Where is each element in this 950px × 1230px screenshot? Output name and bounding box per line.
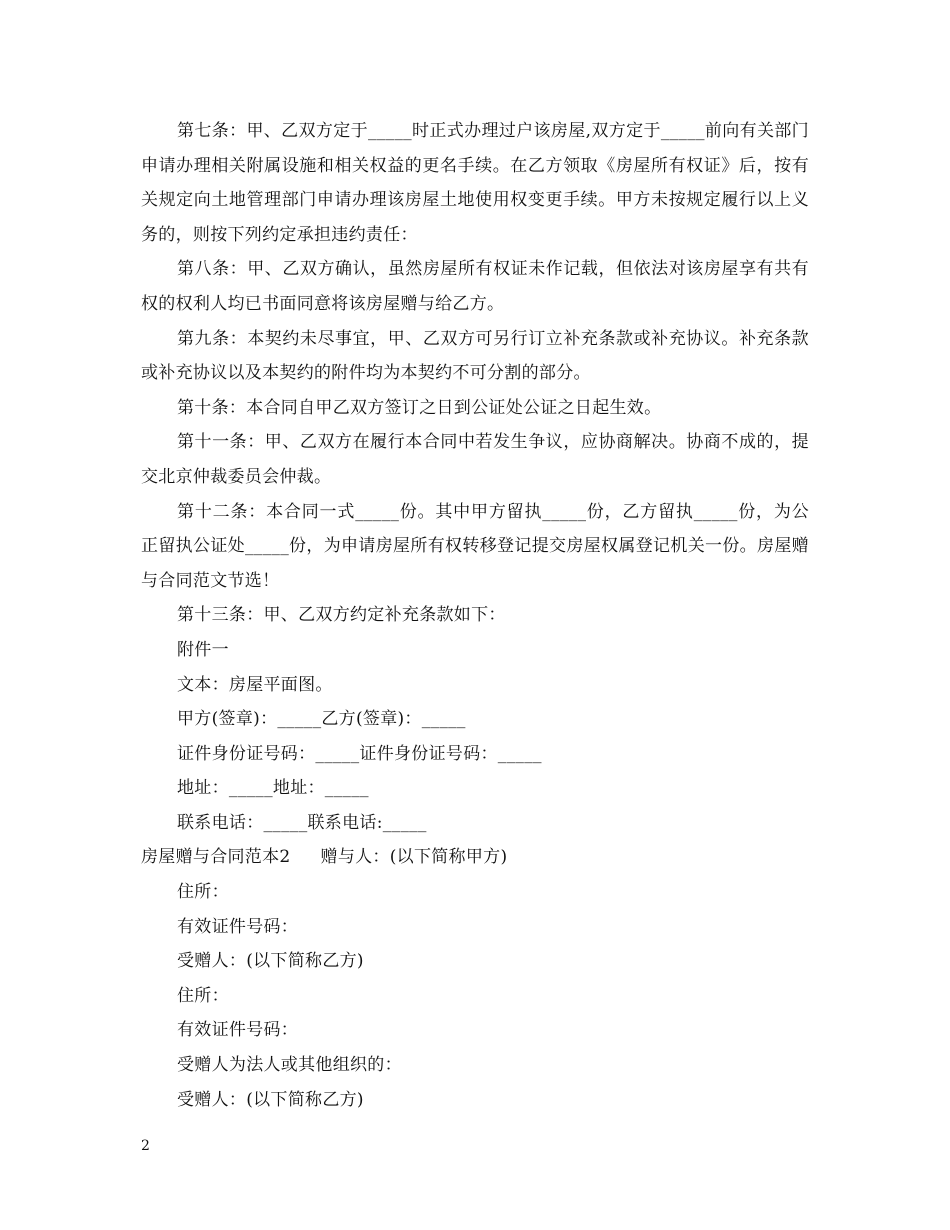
donee-org-name-line: 受赠人：(以下简称乙方) bbox=[177, 1089, 364, 1110]
page-number: 2 bbox=[141, 1138, 150, 1154]
signature-line: 甲方(签章)：_____乙方(签章)：_____ bbox=[177, 709, 466, 730]
donor-id-line: 有效证件号码： bbox=[177, 916, 299, 937]
donee-id-line: 有效证件号码： bbox=[177, 1020, 299, 1041]
article-10-paragraph: 第十条：本合同自甲乙双方签订之日到公证处公证之日起生效。 bbox=[177, 397, 662, 418]
id-number-line: 证件身份证号码：_____证件身份证号码：_____ bbox=[177, 743, 542, 764]
article-7-paragraph: 第七条：甲、乙双方定于_____时正式办理过户该房屋,双方定于_____前向有关部门申请办理相关附属设施和相关权益的更名手续。在乙方领取《房屋所有权证》后，按有关规定向土地管理部门申请办理该房屋土地使用权变更手续。甲方未按规定履行以上义务的，则按下列约定承担违约责任： bbox=[141, 121, 809, 245]
section-heading-line bbox=[141, 840, 809, 875]
article-11-paragraph: 第十一条：甲、乙双方在履行本合同中若发生争议，应协商解决。协商不成的，提交北京仲裁委员会仲裁。 bbox=[141, 432, 809, 487]
donee-residence-line: 住所： bbox=[177, 985, 229, 1006]
donor-label: 赠与人：(以下简称甲方) bbox=[320, 847, 508, 868]
donee-organization-line: 受赠人为法人或其他组织的： bbox=[177, 1055, 402, 1076]
address-line: 地址：_____地址：_____ bbox=[177, 778, 369, 799]
donor-residence-line: 住所： bbox=[177, 882, 229, 903]
article-13-line: 第十三条：甲、乙双方约定补充条款如下： bbox=[177, 605, 506, 626]
donee-line: 受赠人：(以下简称乙方) bbox=[177, 951, 364, 972]
article-12-paragraph: 第十二条：本合同一式_____份。其中甲方留执_____份，乙方留执_____份，为公正留执公证处_____份，为申请房屋所有权转移登记提交房屋权属登记机关一份。房屋赠与合同范文节选！ bbox=[141, 501, 809, 591]
phone-line: 联系电话：_____联系电话:_____ bbox=[177, 812, 427, 833]
attachment-text-line: 文本：房屋平面图。 bbox=[177, 674, 333, 695]
section-heading: 房屋赠与合同范本2 bbox=[141, 847, 291, 868]
article-9-paragraph: 第九条：本契约未尽事宜，甲、乙双方可另行订立补充条款或补充协议。补充条款或补充协议以及本契约的附件均为本契约不可分割的部分。 bbox=[141, 328, 809, 384]
document-body bbox=[141, 114, 809, 1117]
attachment-title: 附件一 bbox=[177, 639, 229, 660]
article-8-paragraph: 第八条：甲、乙双方确认，虽然房屋所有权证未作记载，但依法对该房屋享有共有权的权利人均已书面同意将该房屋赠与给乙方。 bbox=[141, 259, 809, 314]
